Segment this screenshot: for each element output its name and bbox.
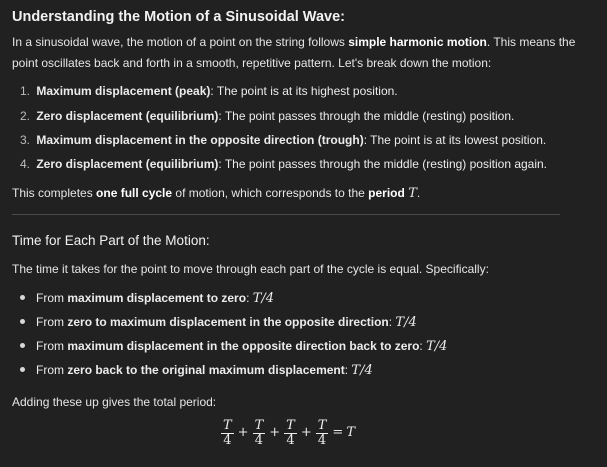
list-number: 2. <box>20 109 31 123</box>
intro-paragraph-line2: point oscillates back and forth in a smooth, repetitive pattern. Let's break down the motion: <box>12 56 492 70</box>
list-item <box>20 132 546 149</box>
list-item-bold: maximum displacement in the opposite direction back to zero <box>67 339 420 353</box>
equals-sign: = <box>332 425 344 441</box>
list-item-text: From <box>36 363 68 377</box>
list-item <box>20 362 373 380</box>
list-item-bold: zero to maximum displacement in the opposite direction <box>67 315 389 329</box>
list-item-text: : The point passes through the middle (resting) position. <box>218 109 515 123</box>
equation-result: T <box>346 425 355 441</box>
section2-intro: The time it takes for the point to move through each part of the cycle is equal. Specifically: <box>12 262 489 276</box>
bullet-icon <box>20 343 25 348</box>
list-item-bold: Zero displacement (equilibrium) <box>36 109 219 123</box>
period-equation <box>220 419 355 448</box>
fraction-numerator: T <box>254 418 264 433</box>
bullet-icon <box>20 367 25 372</box>
math-inline: T/4 <box>395 315 417 330</box>
sum-paragraph: Adding these up gives the total period: <box>12 395 217 409</box>
fraction-numerator: T <box>317 418 327 433</box>
cycle-text-mid: of motion, which corresponds to the <box>172 186 369 200</box>
list-item-bold: Maximum displacement (peak) <box>36 84 211 98</box>
list-item-bold: Zero displacement (equilibrium) <box>36 157 219 171</box>
bullet-icon <box>20 319 25 324</box>
list-item-text: From <box>36 315 68 329</box>
intro-text-end: . This means the <box>486 35 576 49</box>
period-bold: period <box>368 186 405 200</box>
list-item <box>20 338 447 356</box>
list-item-text: : <box>344 363 352 377</box>
divider <box>12 214 560 215</box>
list-item-bold: Maximum displacement in the opposite direction (trough) <box>36 133 364 147</box>
cycle-paragraph <box>12 185 592 203</box>
list-item-text: : <box>388 315 396 329</box>
math-inline: T/4 <box>252 291 275 306</box>
cycle-text: This completes <box>12 186 97 200</box>
period-symbol: T <box>408 186 417 201</box>
list-item-bold: maximum displacement to zero <box>67 291 247 305</box>
plus-sign: + <box>269 425 281 441</box>
fraction <box>316 419 329 448</box>
list-item-text: : The point is at its highest position. <box>210 84 398 98</box>
intro-text: In a sinusoidal wave, the motion of a point on the string follows <box>12 35 349 49</box>
cycle-bold: one full cycle <box>96 186 173 200</box>
list-number: 1. <box>20 84 31 98</box>
list-item-text: : The point passes through the middle (resting) position again. <box>218 157 548 171</box>
list-item-text: : <box>246 291 253 305</box>
fraction <box>253 419 266 448</box>
list-item <box>20 314 417 332</box>
math-inline: T/4 <box>351 363 373 378</box>
list-item <box>20 83 398 100</box>
plus-sign: + <box>300 425 312 441</box>
intro-bold: simple harmonic motion <box>348 35 487 49</box>
fraction-numerator: T <box>223 418 232 433</box>
list-item-text: From <box>36 339 68 353</box>
list-item-text: From <box>36 291 68 305</box>
section-heading: Time for Each Part of the Motion: <box>12 233 210 248</box>
list-number: 4. <box>20 157 31 171</box>
list-item <box>20 290 274 308</box>
list-item <box>20 156 547 173</box>
list-item-text: : The point is at its lowest position. <box>363 133 547 147</box>
fraction-denominator: 4 <box>223 433 232 448</box>
list-item <box>20 108 514 125</box>
plus-sign: + <box>237 425 249 441</box>
fraction-numerator: T <box>286 418 295 433</box>
list-number: 3. <box>20 133 31 147</box>
list-item-bold: zero back to the original maximum displacement <box>67 363 345 377</box>
section-title: Understanding the Motion of a Sinusoidal Wave: <box>12 9 345 25</box>
fraction-denominator: 4 <box>286 433 295 448</box>
fraction <box>284 419 297 448</box>
bullet-icon <box>20 295 25 300</box>
fraction <box>221 419 234 448</box>
fraction-denominator: 4 <box>254 433 264 448</box>
list-item-text: : <box>419 339 427 353</box>
cycle-end: . <box>416 186 421 200</box>
math-inline: T/4 <box>426 339 448 354</box>
intro-paragraph <box>12 34 592 51</box>
fraction-denominator: 4 <box>317 433 327 448</box>
